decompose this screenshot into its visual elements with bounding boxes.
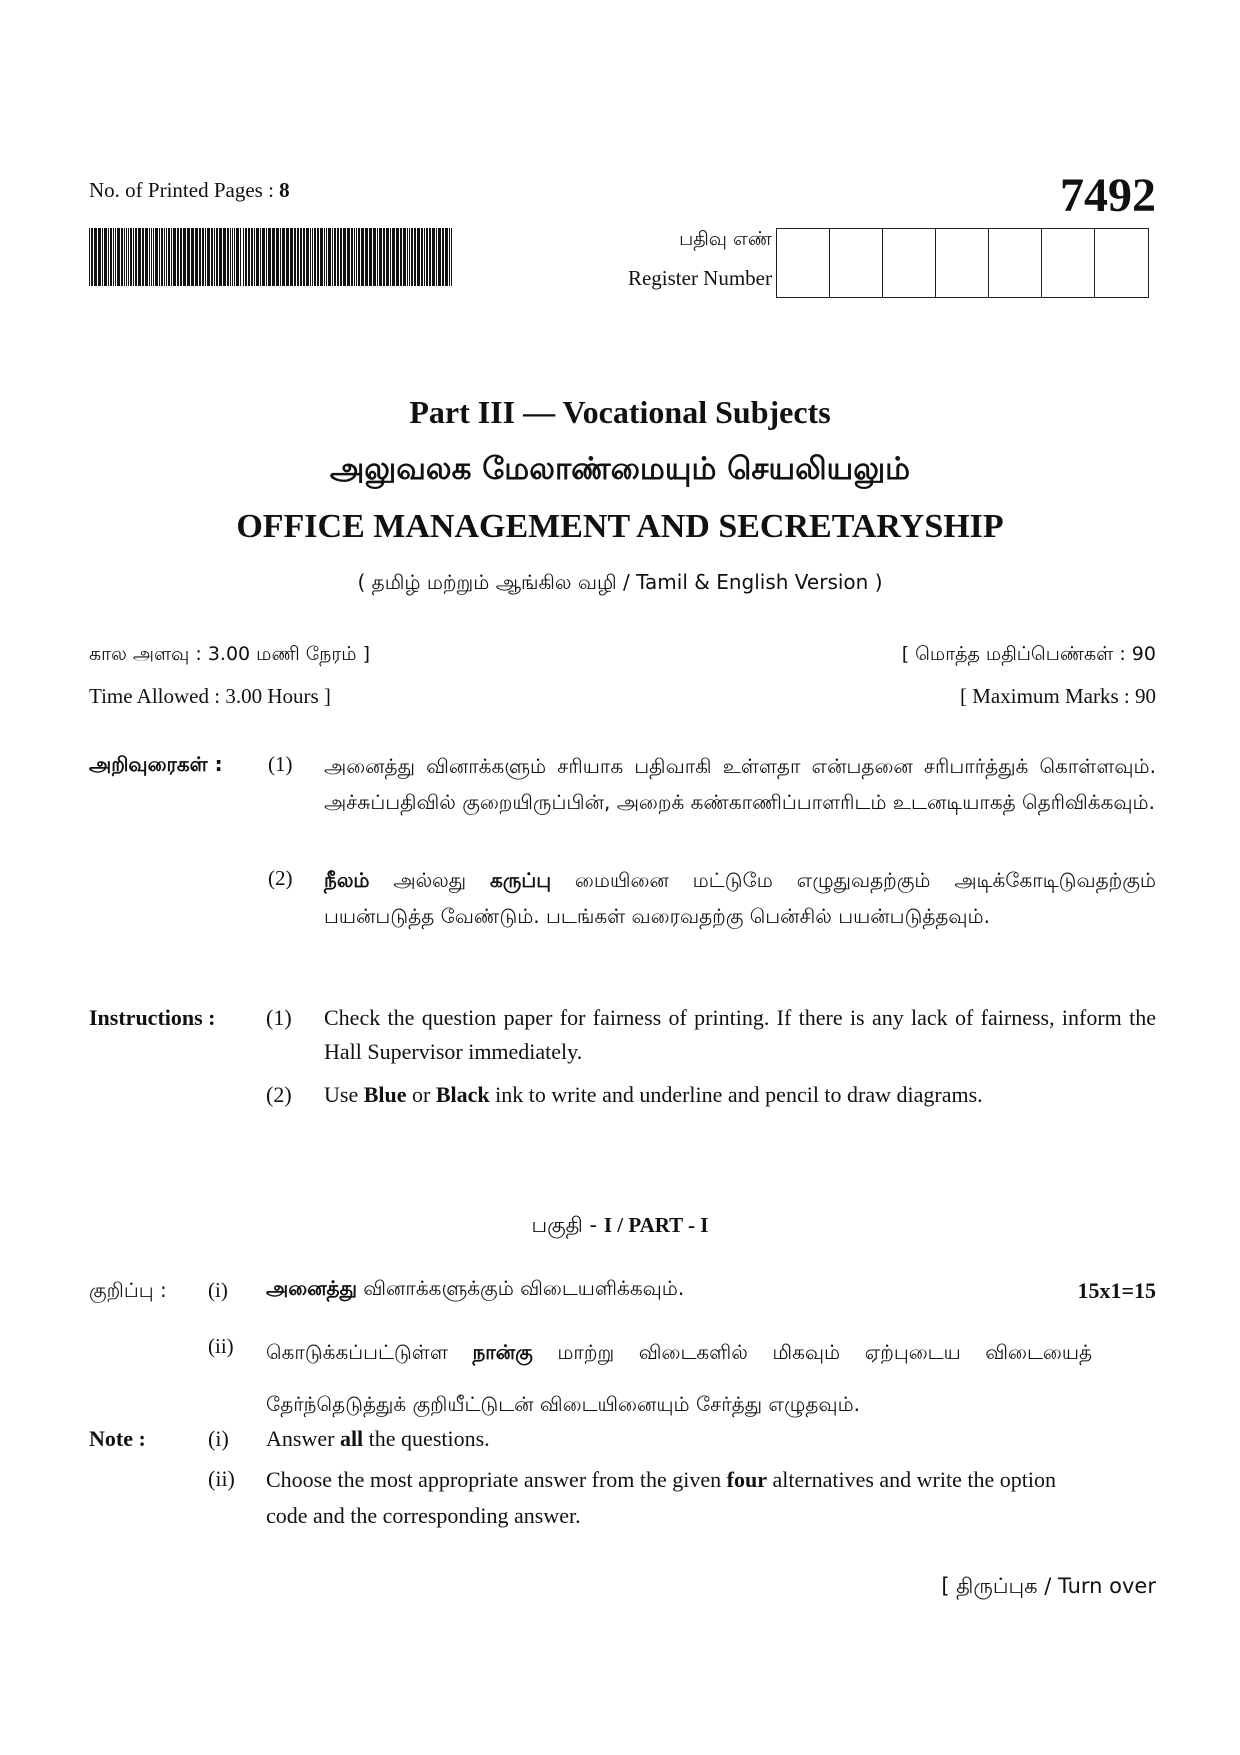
note-label-tamil: குறிப்பு : bbox=[89, 1278, 167, 1302]
barcode-bar bbox=[326, 228, 327, 286]
time-allowed: Time Allowed : 3.00 Hours ] bbox=[89, 684, 331, 708]
barcode-bar bbox=[240, 228, 241, 286]
barcode-bar bbox=[104, 228, 107, 286]
maximum-marks: [ Maximum Marks : 90 bbox=[960, 684, 1156, 708]
barcode-bar bbox=[337, 228, 339, 286]
text-fragment: அல்லது bbox=[369, 868, 490, 892]
barcode-bar bbox=[358, 228, 360, 286]
barcode-bar bbox=[183, 228, 186, 286]
barcode-bar bbox=[260, 228, 261, 286]
barcode-bar bbox=[145, 228, 148, 286]
barcode-bar bbox=[312, 228, 313, 286]
barcode-bar bbox=[251, 228, 253, 286]
turn-over bbox=[941, 1574, 1156, 1601]
barcode-bar bbox=[199, 228, 201, 286]
barcode-bar bbox=[290, 228, 293, 286]
barcode-bar bbox=[207, 228, 210, 286]
instruction-text-tamil: அனைத்து வினாக்களும் சரியாக பதிவாகி உள்ளதா என்பதனை சரிபார்த்துக் கொள்ளவும். அச்சுப்பதிவில் குறையிருப்பின், அறைக் கண்காணிப்பாளரிடம் உடனடியாகத் தெரிவிக்கவும். bbox=[324, 754, 1156, 814]
barcode-bar bbox=[377, 228, 378, 286]
text-fragment: Choose the most appropriate answer from the given bbox=[266, 1467, 727, 1492]
barcode-bar bbox=[151, 228, 152, 286]
barcode-bar bbox=[177, 228, 179, 286]
part-title: Part III — Vocational Subjects bbox=[409, 394, 831, 430]
instruction-number: (2) bbox=[268, 866, 293, 890]
barcode-bar bbox=[424, 228, 425, 286]
barcode-bar bbox=[130, 228, 132, 286]
barcode-bar bbox=[409, 228, 410, 286]
barcode-bar bbox=[110, 228, 112, 286]
barcode-bar bbox=[421, 228, 423, 286]
text-fragment: the questions. bbox=[363, 1426, 490, 1451]
note-label: Note : bbox=[89, 1426, 146, 1451]
barcode-bar bbox=[328, 228, 331, 286]
barcode-bar bbox=[438, 228, 441, 286]
printed-pages-count bbox=[89, 178, 290, 203]
note-text-tamil bbox=[266, 1276, 684, 1303]
barcode-bar bbox=[236, 228, 239, 286]
barcode-bar bbox=[379, 228, 382, 286]
barcode-bar bbox=[243, 228, 244, 286]
text-fragment: Use bbox=[324, 1082, 364, 1107]
note-number: (ii) bbox=[208, 1466, 235, 1491]
barcode-bar bbox=[161, 228, 163, 286]
barcode-bar bbox=[347, 228, 350, 286]
text-fragment: கொடுக்கப்பட்டுள்ள bbox=[266, 1340, 473, 1364]
barcode-bar bbox=[166, 228, 167, 286]
barcode-bar bbox=[164, 228, 165, 286]
barcode-bar bbox=[317, 228, 319, 286]
barcode-bar bbox=[320, 228, 323, 286]
text-fragment: four bbox=[726, 1467, 767, 1492]
barcode-bar bbox=[294, 228, 296, 286]
instructions-label-tamil: அறிவுரைகள் : bbox=[89, 752, 223, 776]
barcode-bar bbox=[392, 228, 395, 286]
barcode-bar bbox=[153, 228, 154, 286]
subject-title-english: OFFICE MANAGEMENT AND SECRETARYSHIP bbox=[236, 508, 1004, 545]
barcode-bar bbox=[202, 228, 204, 286]
text-fragment: all bbox=[339, 1426, 364, 1451]
register-number-label: Register Number bbox=[627, 266, 772, 290]
barcode-bar bbox=[272, 228, 275, 286]
part-one-heading-english: I / PART - I bbox=[603, 1213, 709, 1237]
barcode-bar bbox=[310, 228, 311, 286]
barcode-bar bbox=[248, 228, 250, 286]
barcode-bar bbox=[369, 228, 372, 286]
barcode-bar bbox=[187, 228, 190, 286]
barcode-bar bbox=[115, 228, 116, 286]
barcode-bar bbox=[417, 228, 420, 286]
barcode-bar bbox=[396, 228, 399, 286]
text-fragment: or bbox=[406, 1082, 436, 1107]
barcode-bar bbox=[356, 228, 357, 286]
register-digit-box bbox=[830, 229, 883, 297]
barcode-bar bbox=[324, 228, 325, 286]
barcode-bar bbox=[94, 228, 97, 286]
barcode-bar bbox=[232, 228, 233, 286]
barcode-bar bbox=[365, 228, 368, 286]
barcode-bar bbox=[445, 228, 448, 286]
barcode-bar bbox=[403, 228, 406, 286]
barcode-bar bbox=[300, 228, 302, 286]
barcode-bar bbox=[195, 228, 198, 286]
barcode-bar bbox=[128, 228, 129, 286]
barcode-bar bbox=[135, 228, 137, 286]
barcode-bar bbox=[351, 228, 353, 286]
barcode-bar bbox=[414, 228, 416, 286]
instruction-number: (1) bbox=[266, 1005, 292, 1030]
printed-pages-label: No. of Printed Pages : bbox=[89, 178, 280, 202]
maximum-marks-tamil: [ மொத்த மதிப்பெண்கள் : 90 bbox=[901, 643, 1156, 665]
barcode-bar bbox=[407, 228, 408, 286]
barcode-bar bbox=[171, 228, 172, 286]
text-fragment: alternatives and write the option code and the corresponding answer. bbox=[266, 1467, 1056, 1528]
barcode-bar bbox=[214, 228, 215, 286]
note-text-tamil bbox=[266, 1326, 1092, 1430]
barcode-bar bbox=[449, 228, 450, 286]
marks-scheme: 15x1=15 bbox=[1077, 1278, 1156, 1303]
text-fragment: மாற்று விடைகளில் மிகவும் ஏற்புடைய விடையைத் தேர்ந்தெடுத்துக் குறியீட்டுடன் விடையினையும் சேர்த்து எழுதவும். bbox=[266, 1340, 1093, 1416]
barcode-bar bbox=[411, 228, 413, 286]
barcode-bar bbox=[121, 228, 123, 286]
barcode-bar bbox=[126, 228, 127, 286]
instruction-text-tamil bbox=[324, 862, 1156, 934]
text-fragment: ink to write and underline and pencil to draw diagrams. bbox=[489, 1082, 983, 1107]
ink-black: Black bbox=[435, 1082, 490, 1107]
barcode-image bbox=[89, 228, 455, 286]
register-digit-box bbox=[989, 229, 1042, 297]
barcode-bar bbox=[254, 228, 255, 286]
register-digit-box bbox=[883, 229, 936, 297]
barcode-bar bbox=[314, 228, 316, 286]
barcode-bar bbox=[436, 228, 437, 286]
barcode-bar bbox=[138, 228, 141, 286]
barcode-bar bbox=[223, 228, 226, 286]
barcode-bar bbox=[429, 228, 431, 286]
barcode-bar bbox=[432, 228, 435, 286]
barcode-bar bbox=[124, 228, 125, 286]
instructions-label: Instructions : bbox=[89, 1005, 216, 1030]
barcode-bar bbox=[354, 228, 355, 286]
instruction-number: (1) bbox=[268, 752, 293, 776]
medium-version: ( தமிழ் மற்றும் ஆங்கில வழி / Tamil & English Version ) bbox=[357, 570, 883, 594]
note-number: (i) bbox=[208, 1426, 229, 1451]
barcode-bar bbox=[343, 228, 346, 286]
register-digit-box bbox=[936, 229, 989, 297]
text-fragment: Answer bbox=[266, 1426, 340, 1451]
ink-blue: Blue bbox=[363, 1082, 407, 1107]
barcode-bar bbox=[245, 228, 247, 286]
barcode-bar bbox=[282, 228, 285, 286]
barcode-bar bbox=[297, 228, 299, 286]
barcode-bar bbox=[334, 228, 336, 286]
barcode-bar bbox=[133, 228, 134, 286]
barcode-bar bbox=[340, 228, 342, 286]
barcode-bar bbox=[234, 228, 235, 286]
barcode-bar bbox=[451, 228, 452, 286]
barcode-bar bbox=[159, 228, 160, 286]
barcode-bar bbox=[400, 228, 402, 286]
part-one-heading bbox=[0, 1213, 1240, 1240]
note-text bbox=[266, 1426, 490, 1452]
printed-pages-value: 8 bbox=[279, 178, 290, 202]
barcode-bar bbox=[262, 228, 265, 286]
barcode-bar bbox=[286, 228, 289, 286]
register-digit-box bbox=[1042, 229, 1095, 297]
note-number: (ii) bbox=[208, 1334, 234, 1358]
part-one-heading-tamil: பகுதி - bbox=[531, 1213, 604, 1237]
barcode-bar bbox=[332, 228, 333, 286]
barcode-bar bbox=[173, 228, 176, 286]
barcode-bar bbox=[113, 228, 114, 286]
barcode-bar bbox=[191, 228, 194, 286]
barcode-bar bbox=[155, 228, 158, 286]
subject-title-tamil: அலுவலக மேலாண்மையும் செயலியலும் bbox=[329, 451, 911, 487]
text-fragment: வினாக்களுக்கும் விடையளிக்கவும். bbox=[356, 1276, 685, 1300]
barcode-bar bbox=[117, 228, 120, 286]
barcode-bar bbox=[256, 228, 259, 286]
barcode-bar bbox=[442, 228, 444, 286]
ink-black-tamil: கருப்பு bbox=[489, 868, 552, 892]
barcode-bar bbox=[219, 228, 222, 286]
barcode-bar bbox=[276, 228, 279, 286]
barcode-bar bbox=[227, 228, 229, 286]
note-number: (i) bbox=[208, 1278, 228, 1302]
time-allowed-tamil: கால அளவு : 3.00 மணி நேரம் ] bbox=[89, 643, 370, 665]
instruction-text: Check the question paper for fairness of printing. If there is any lack of fairness, inform the Hall Supervisor immediately. bbox=[324, 1005, 1156, 1064]
barcode-bar bbox=[205, 228, 206, 286]
text-fragment: மையினை மட்டுமே எழுதுவதற்கும் அடிக்கோடிடுவதற்கும் பயன்படுத்த வேண்டும். படங்கள் வரைவதற்கு பென்சில் பயன்படுத்தவும். bbox=[324, 868, 1156, 928]
barcode-bar bbox=[108, 228, 109, 286]
barcode-bar bbox=[303, 228, 305, 286]
turn-over-text: [ திருப்புக / Turn over bbox=[941, 1574, 1156, 1598]
barcode-bar bbox=[149, 228, 150, 286]
barcode-bar bbox=[216, 228, 218, 286]
barcode-bar bbox=[386, 228, 389, 286]
barcode-bar bbox=[361, 228, 364, 286]
barcode-bar bbox=[266, 228, 267, 286]
ink-blue-tamil: நீலம் bbox=[324, 868, 370, 892]
text-fragment: நான்கு bbox=[472, 1340, 533, 1364]
register-number-label-tamil: பதிவு எண் bbox=[679, 228, 772, 250]
barcode-bar bbox=[89, 228, 90, 286]
barcode-bar bbox=[98, 228, 101, 286]
barcode-bar bbox=[383, 228, 385, 286]
barcode-bar bbox=[390, 228, 391, 286]
barcode-bar bbox=[268, 228, 271, 286]
barcode-bar bbox=[168, 228, 170, 286]
barcode-bar bbox=[211, 228, 213, 286]
barcode-bar bbox=[91, 228, 93, 286]
paper-code: 7492 bbox=[1060, 169, 1156, 222]
register-number-boxes bbox=[776, 228, 1149, 298]
barcode-bar bbox=[142, 228, 144, 286]
barcode-bar bbox=[373, 228, 376, 286]
register-digit-box bbox=[1095, 229, 1148, 297]
barcode-bar bbox=[230, 228, 231, 286]
register-digit-box bbox=[777, 229, 830, 297]
instruction-text bbox=[324, 1078, 1156, 1112]
barcode-bar bbox=[426, 228, 428, 286]
barcode-bar bbox=[306, 228, 309, 286]
note-text bbox=[266, 1462, 1092, 1534]
text-fragment: அனைத்து bbox=[266, 1276, 357, 1300]
barcode-bar bbox=[280, 228, 281, 286]
barcode-bar bbox=[102, 228, 103, 286]
instruction-number: (2) bbox=[266, 1082, 292, 1107]
barcode-bar bbox=[180, 228, 182, 286]
